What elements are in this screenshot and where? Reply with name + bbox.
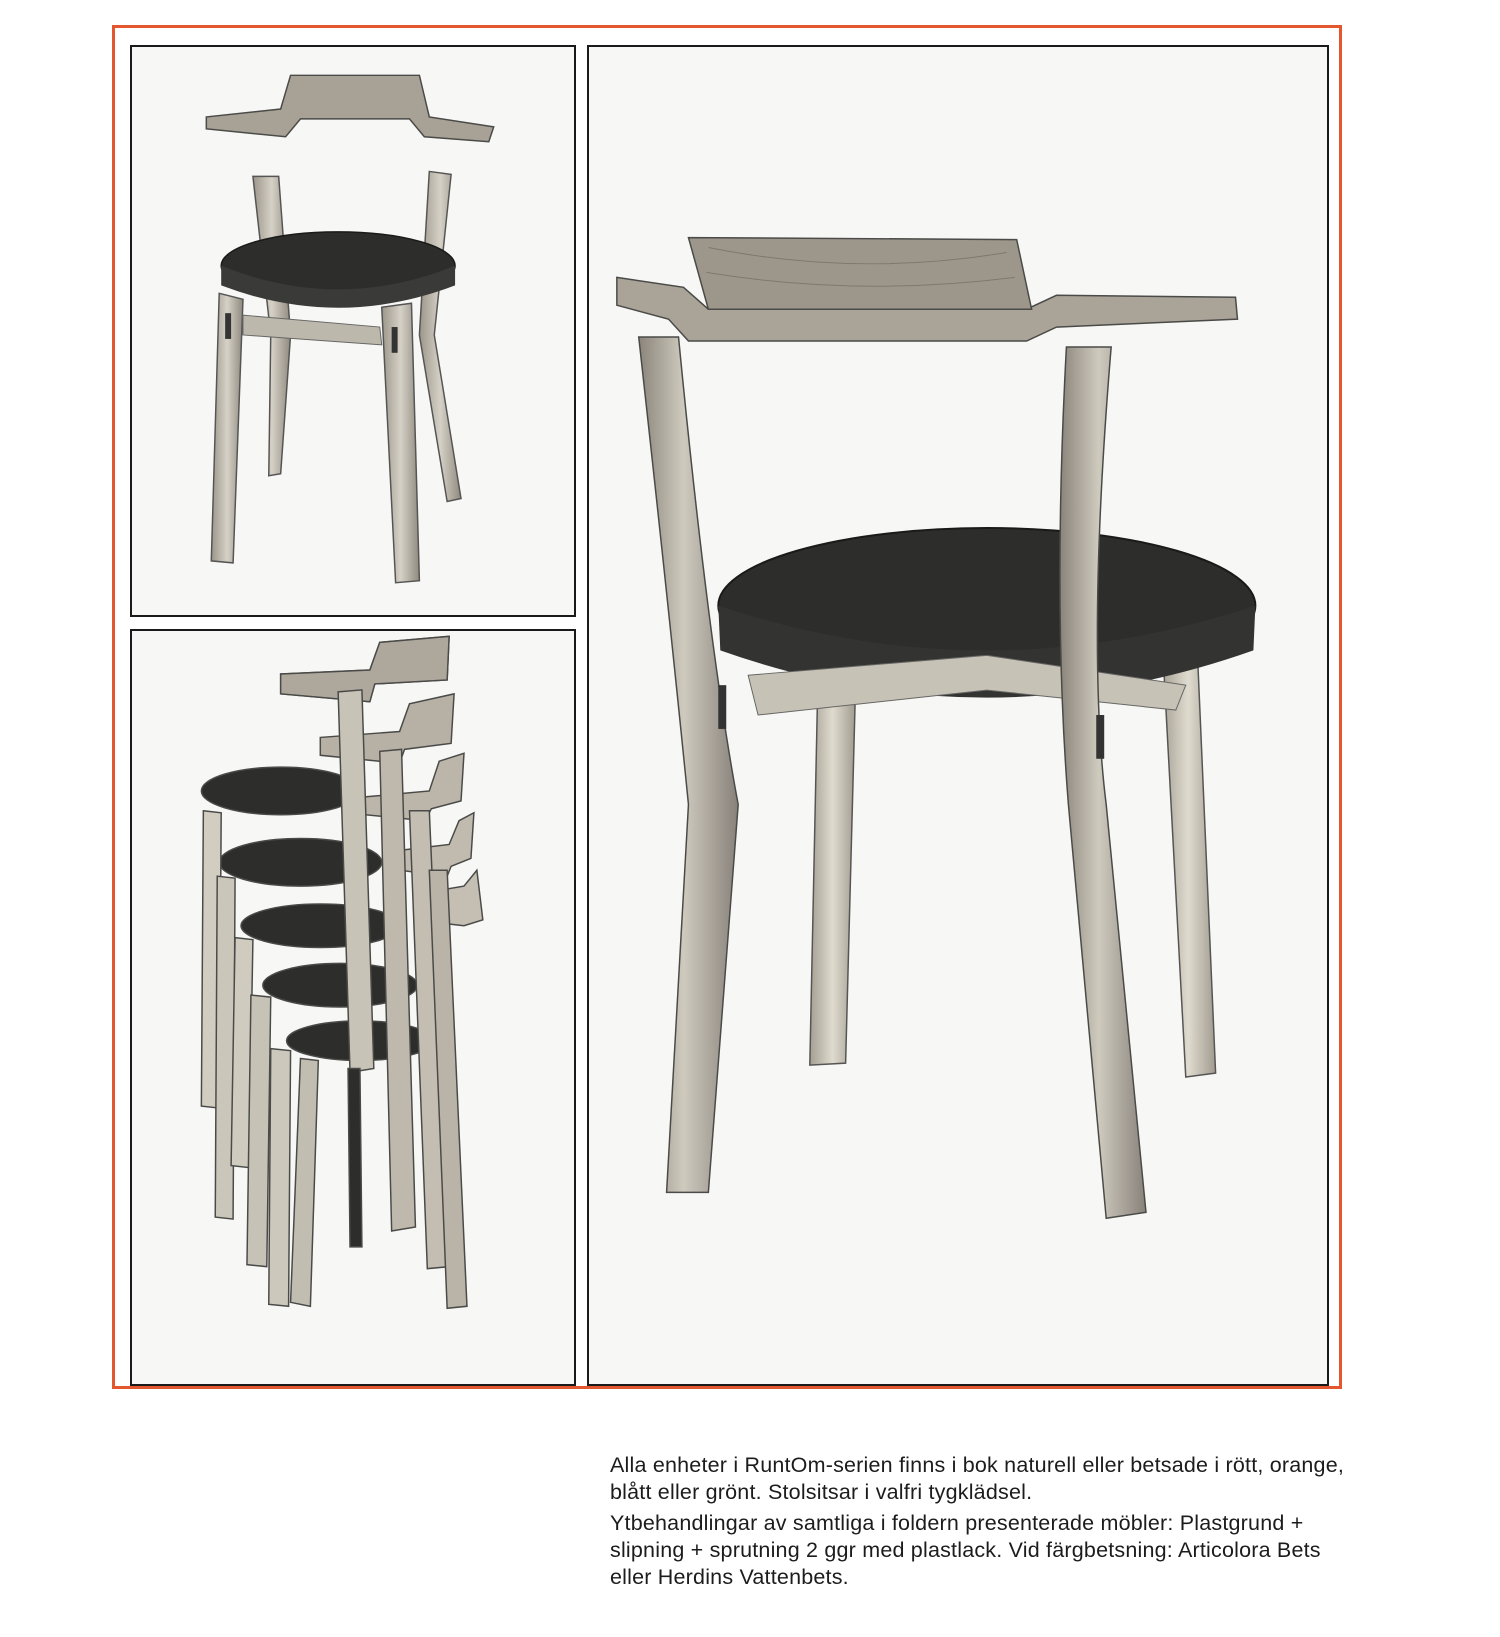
caption-paragraph-finish: Ytbehandlingar av samtliga i foldern presenterade möbler: Plastgrund + slipning + sprutning 2 ggr med plastlack. Vid färgbetsning: Articolora Bets eller Herdins Vattenbets.: [610, 1511, 1321, 1589]
chair-photo-front: [130, 45, 576, 617]
chair-front-illustration: [132, 47, 574, 615]
chair-photo-back: [587, 45, 1329, 1386]
stacked-chairs-illustration: [132, 631, 574, 1384]
caption-paragraph-series: Alla enheter i RuntOm-serien finns i bok naturell eller betsade i rött, orange, blått eller grönt. Stolsitsar i valfri tygklädsel.: [610, 1453, 1345, 1504]
stacked-chairs-photo: [130, 629, 576, 1386]
product-caption: [610, 1452, 1350, 1595]
chair-back-illustration: [589, 47, 1327, 1384]
